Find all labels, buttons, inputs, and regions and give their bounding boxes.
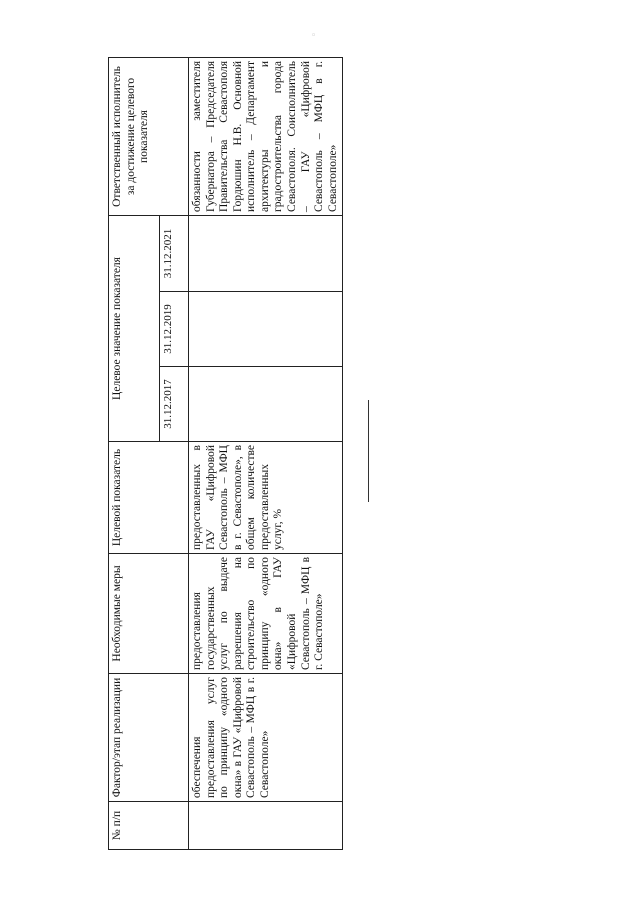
header-responsible: Ответственный исполнитель за достижение целевого показателя (109, 57, 189, 215)
header-measures: Необходимые меры (109, 554, 189, 674)
cell-indicator: предоставленных в ГАУ «Цифровой Севастополь – МФЦ в г. Севастополе», в общем количестве предоставленных услуг, % (189, 442, 343, 554)
header-indicator: Целевой показатель (109, 442, 189, 554)
cell-value-2019 (189, 292, 343, 367)
separator-line (368, 400, 369, 502)
rotated-table-wrapper (108, 58, 339, 850)
cell-num (189, 802, 343, 850)
cell-value-2021 (189, 215, 343, 291)
header-target-value: Целевое значение показателя (109, 215, 160, 441)
corner-mark: ◦ (311, 31, 317, 41)
header-date-2019: 31.12.2019 (160, 292, 189, 367)
cell-measures: предоставления государственных услуг по выдаче разрешения на строительство по принципу «одного окна» в ГАУ «Цифровой Севастополь – МФЦ в г. Севастополе» (189, 554, 343, 674)
cell-factor: обеспечения предоставления услуг по принципу «одного окна» в ГАУ «Цифровой Севастополь – МФЦ в г. Севастополе» (189, 674, 343, 802)
cell-responsible: обязанности заместителя Губернатора – Председателя Правительства Севастополя Гордюшин Н.В. Основной исполнитель – Департамент архитектуры и градостроительства города Севастополя. Соисполнитель – ГАУ «Цифровой Севастополь – МФЦ в г. Севастополе» (189, 57, 343, 215)
target-indicators-table (108, 57, 343, 850)
cell-value-2017 (189, 367, 343, 442)
header-factor: Фактор/этап реализации (109, 674, 189, 802)
header-row (109, 57, 160, 849)
header-num: № п/п (109, 802, 189, 850)
header-date-2017: 31.12.2017 (160, 367, 189, 442)
table-row (189, 57, 343, 849)
header-date-2021: 31.12.2021 (160, 215, 189, 291)
